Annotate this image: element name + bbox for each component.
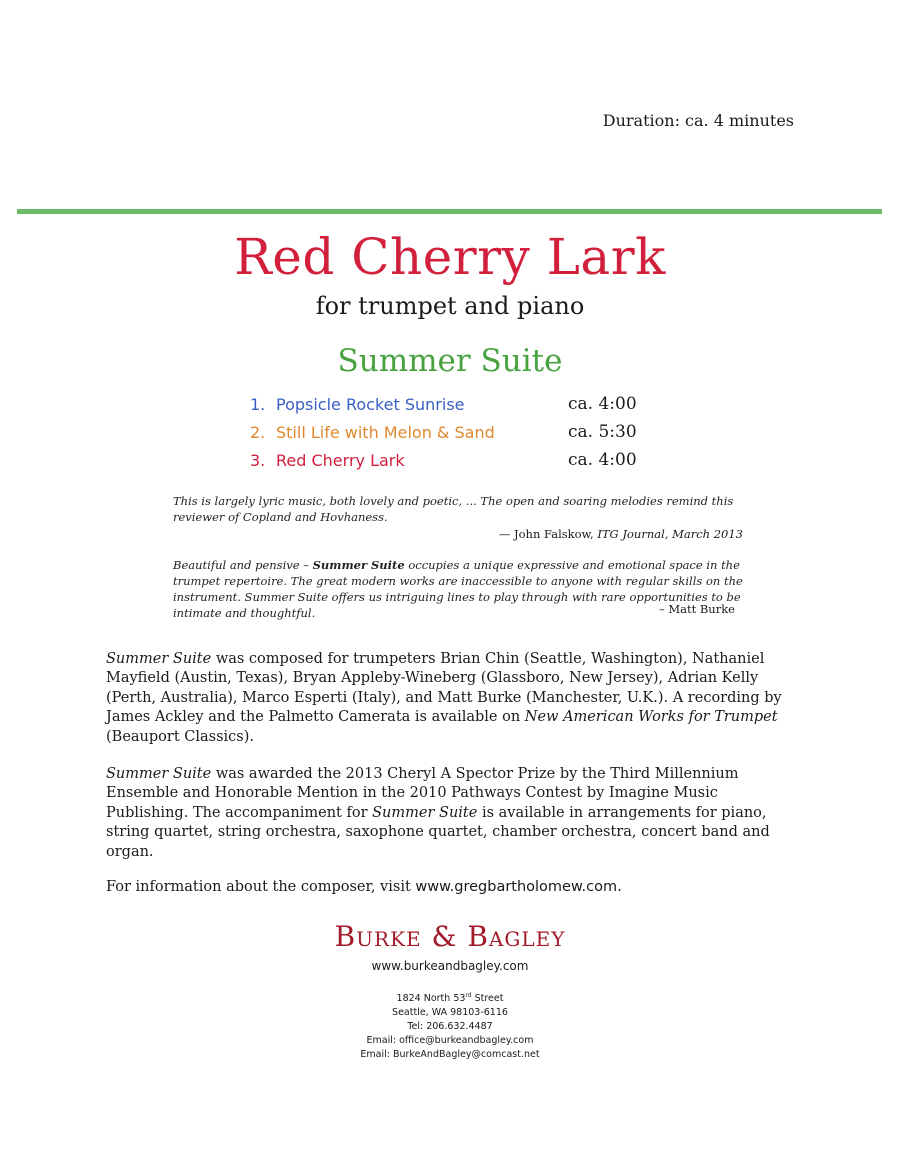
suite-name: Summer Suite bbox=[372, 804, 478, 821]
movement-number: 3. bbox=[250, 450, 266, 470]
publisher-name: Burke & Bagley bbox=[334, 920, 566, 953]
movement-name: Still Life with Melon & Sand bbox=[276, 422, 495, 442]
review-quote-1: This is largely lyric music, both lovely and poetic, ... The open and soaring melodies remind this reviewer of Copland and Hovhaness. bbox=[173, 494, 734, 524]
paragraph-text: was awarded the 2013 Cheryl A Spector Prize by the Third Millennium Ensemble and Honorable Mention in the 2010 Pathways Contest by Imagine Music Publishing. The accompaniment for bbox=[106, 766, 739, 821]
phone-line: Tel: 206.632.4487 bbox=[407, 1021, 493, 1033]
publisher-website-link[interactable]: www.burkeandbagley.com bbox=[371, 959, 529, 973]
movement-number: 2. bbox=[250, 422, 266, 442]
email-line[interactable]: Email: BurkeAndBagley@comcast.net bbox=[360, 1049, 540, 1061]
paragraph-text: was composed for trumpeters Brian Chin (Seattle, Washington), Nathaniel Mayfield (Austin, Texas), Bryan Appleby-Wineberg (Glassboro, New Jersey), Adrian Kelly (Perth, Australia), Marco Esperti (Italy), and Matt Burke (Manchester, U.K.). A recording by James Ackley and the Palmetto Camerata is available on bbox=[106, 651, 782, 726]
album-title: New American Works for Trumpet bbox=[524, 709, 778, 726]
suite-name: Summer Suite bbox=[106, 766, 212, 782]
paragraph-text: For information about the composer, visit bbox=[106, 879, 416, 895]
composer-website-link[interactable]: www.gregbartholomew.com bbox=[415, 879, 618, 895]
city-line: Seattle, WA 98103-6116 bbox=[392, 1007, 508, 1019]
composition-paragraph bbox=[106, 650, 796, 747]
movement-list bbox=[250, 390, 650, 474]
paragraph-text: is available in arrangements for piano, string quartet, string orchestra, saxophone quartet, chamber orchestra, concert band and organ. bbox=[106, 804, 770, 860]
review-quote-1-attribution bbox=[499, 527, 743, 541]
suite-name: Summer Suite bbox=[106, 651, 212, 667]
movement-item bbox=[250, 446, 650, 474]
movement-item bbox=[250, 390, 650, 418]
paragraph-text: . bbox=[617, 879, 622, 895]
review-quote-2-attribution: – Matt Burke bbox=[658, 602, 735, 616]
composer-info-paragraph bbox=[106, 878, 796, 897]
suite-title: Summer Suite bbox=[337, 343, 563, 379]
instrumentation-subtitle: for trumpet and piano bbox=[315, 292, 585, 320]
attribution-journal: ITG Journal, March 2013 bbox=[597, 527, 743, 541]
movement-duration: ca. 5:30 bbox=[568, 422, 637, 442]
movement-name: Popsicle Rocket Sunrise bbox=[276, 394, 465, 414]
quote-body: occupies a unique expressive and emotional space in the trumpet repertoire. The great modern works are inaccessible to anyone with regular skills on the instrument. Summer Suite offers us intriguing lines to play through with rare opportunities to be intimate and thoughtful. bbox=[173, 558, 743, 620]
movement-duration: ca. 4:00 bbox=[568, 394, 637, 414]
movement-duration: ca. 4:00 bbox=[568, 450, 637, 470]
movement-number: 1. bbox=[250, 394, 266, 414]
movement-name: Red Cherry Lark bbox=[276, 450, 405, 470]
header-divider bbox=[17, 209, 882, 214]
duration-label: Duration: ca. 4 minutes bbox=[602, 111, 794, 130]
movement-item bbox=[250, 418, 650, 446]
publisher-address bbox=[0, 989, 900, 1062]
email-line[interactable]: Email: office@burkeandbagley.com bbox=[366, 1035, 534, 1047]
paragraph-text: (Beauport Classics). bbox=[106, 728, 254, 745]
piece-title: Red Cherry Lark bbox=[234, 228, 666, 286]
awards-paragraph bbox=[106, 765, 796, 862]
street-line: 1824 North 53rd Street bbox=[396, 992, 504, 1005]
quote-suite-name: Summer Suite bbox=[312, 558, 405, 572]
attribution-author: — John Falskow, bbox=[498, 527, 594, 541]
quote-lead: Beautiful and pensive – bbox=[173, 558, 309, 572]
